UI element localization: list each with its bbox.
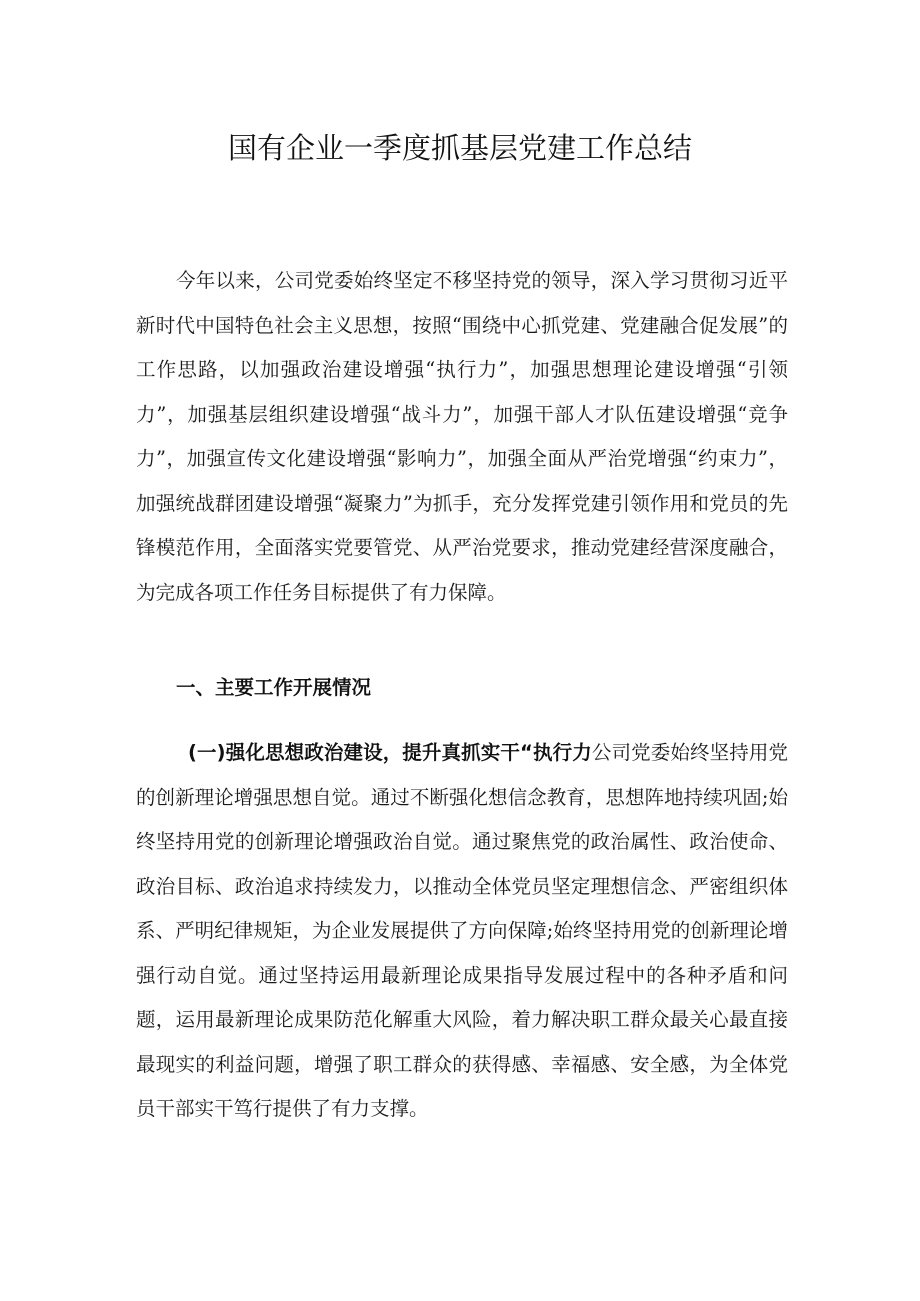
subsection-paragraph-political-construction <box>136 731 788 1132</box>
intro-paragraph: 今年以来，公司党委始终坚定不移坚持党的领导，深入学习贯彻习近平新时代中国特色社会主义思想，按照“围绕中心抓党建、党建融合促发展”的工作思路，以加强政治建设增强“执行力”，加强思想理论建设增强“引领力”，加强基层组织建设增强“战斗力”，加强干部人才队伍建设增强“竞争力”，加强宣传文化建设增强“影响力”，加强全面从严治党增强“约束力”，加强统战群团建设增强“凝聚力”为抓手，充分发挥党建引领作用和党员的先锋模范作用，全面落实党要管党、从严治党要求，推动党建经营深度融合，为完成各项工作任务目标提供了有力保障。 <box>136 269 788 604</box>
section-heading-main-work: 一、主要工作开展情况 <box>176 676 372 699</box>
subsection-lead-heading: (一)强化思想政治建设，提升真抓实干“执行力 <box>188 741 592 764</box>
subsection-body-text: 公司党委始终坚持用党的创新理论增强思想自觉。通过不断强化想信念教育，思想阵地持续巩固;始终坚持用党的创新理论增强政治自觉。通过聚焦党的政治属性、政治使命、政治目标、政治追求持续发力，以推动全体党员坚定理想信念、严密组织体系、严明纪律规矩，为企业发展提供了方向保障;始终坚持用党的创新理论增强行动自觉。通过坚持运用最新理论成果指导发展过程中的各种矛盾和问题，运用最新理论成果防范化解重大风险，着力解决职工群众最关心最直接最现实的利益问题，增强了职工群众的获得感、幸福感、安全感，为全体党员干部实干笃行提供了有力支撑。 <box>136 741 788 1120</box>
document-title: 国有企业一季度抓基层党建工作总结 <box>227 131 692 165</box>
